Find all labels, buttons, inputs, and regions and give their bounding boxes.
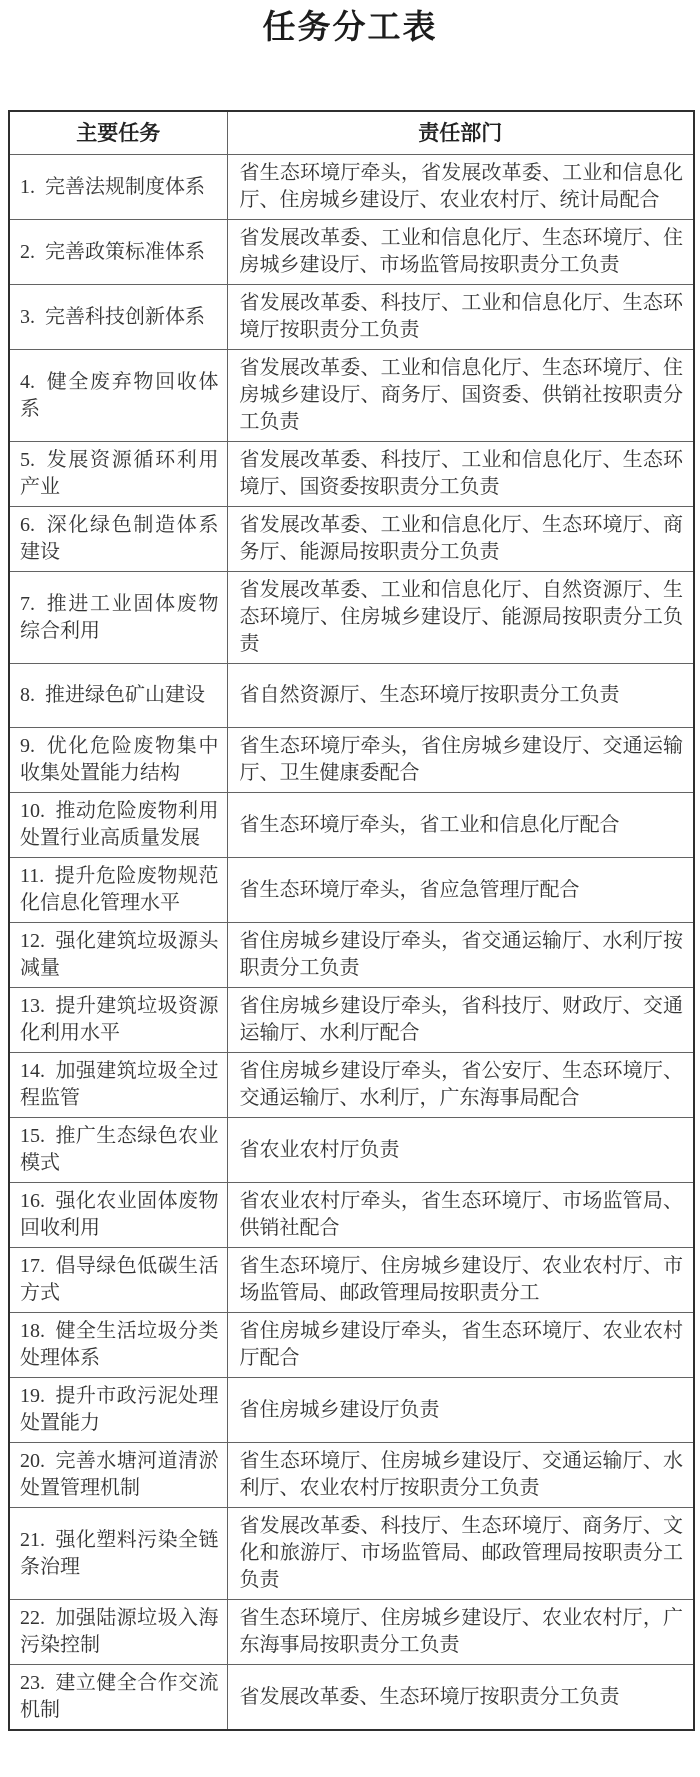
table-row bbox=[9, 1600, 694, 1665]
table-row bbox=[9, 572, 694, 664]
table-row bbox=[9, 728, 694, 793]
table-row bbox=[9, 1118, 694, 1183]
task-cell: 12. 强化建筑垃圾源头减量 bbox=[9, 923, 227, 988]
task-cell: 9. 优化危险废物集中收集处置能力结构 bbox=[9, 728, 227, 793]
task-cell: 5. 发展资源循环利用产业 bbox=[9, 442, 227, 507]
department-cell: 省生态环境厅牵头，省应急管理厅配合 bbox=[227, 858, 694, 923]
table-row bbox=[9, 988, 694, 1053]
department-cell: 省发展改革委、科技厅、工业和信息化厅、生态环境厅按职责分工负责 bbox=[227, 285, 694, 350]
task-cell: 17. 倡导绿色低碳生活方式 bbox=[9, 1248, 227, 1313]
table-row bbox=[9, 1443, 694, 1508]
task-cell: 13. 提升建筑垃圾资源化利用水平 bbox=[9, 988, 227, 1053]
task-cell: 11. 提升危险废物规范化信息化管理水平 bbox=[9, 858, 227, 923]
table-row bbox=[9, 285, 694, 350]
table-row bbox=[9, 442, 694, 507]
department-cell: 省发展改革委、工业和信息化厅、生态环境厅、住房城乡建设厅、商务厅、国资委、供销社按职责分工负责 bbox=[227, 350, 694, 442]
table-row bbox=[9, 1665, 694, 1731]
department-cell: 省生态环境厅牵头，省发展改革委、工业和信息化厅、住房城乡建设厅、农业农村厅、统计局配合 bbox=[227, 155, 694, 220]
task-cell: 22. 加强陆源垃圾入海污染控制 bbox=[9, 1600, 227, 1665]
task-cell: 21. 强化塑料污染全链条治理 bbox=[9, 1508, 227, 1600]
task-cell: 8. 推进绿色矿山建设 bbox=[9, 664, 227, 728]
table-row bbox=[9, 155, 694, 220]
department-cell: 省发展改革委、工业和信息化厅、生态环境厅、商务厅、能源局按职责分工负责 bbox=[227, 507, 694, 572]
table-row bbox=[9, 664, 694, 728]
department-cell: 省发展改革委、工业和信息化厅、生态环境厅、住房城乡建设厅、市场监管局按职责分工负责 bbox=[227, 220, 694, 285]
department-cell: 省自然资源厅、生态环境厅按职责分工负责 bbox=[227, 664, 694, 728]
department-cell: 省住房城乡建设厅牵头，省公安厅、生态环境厅、交通运输厅、水利厅，广东海事局配合 bbox=[227, 1053, 694, 1118]
task-cell: 4. 健全废弃物回收体系 bbox=[9, 350, 227, 442]
table-header-row bbox=[9, 111, 694, 155]
department-cell: 省住房城乡建设厅牵头，省科技厅、财政厅、交通运输厅、水利厅配合 bbox=[227, 988, 694, 1053]
department-cell: 省发展改革委、生态环境厅按职责分工负责 bbox=[227, 1665, 694, 1731]
column-header-responsible-departments: 责任部门 bbox=[227, 111, 694, 155]
department-cell: 省发展改革委、工业和信息化厅、自然资源厅、生态环境厅、住房城乡建设厅、能源局按职责分工负责 bbox=[227, 572, 694, 664]
department-cell: 省住房城乡建设厅负责 bbox=[227, 1378, 694, 1443]
page-title: 任务分工表 bbox=[262, 10, 438, 46]
document-page bbox=[0, 8, 700, 1777]
column-header-main-tasks: 主要任务 bbox=[9, 111, 227, 155]
table-row bbox=[9, 220, 694, 285]
department-cell: 省农业农村厅负责 bbox=[227, 1118, 694, 1183]
task-cell: 6. 深化绿色制造体系建设 bbox=[9, 507, 227, 572]
department-cell: 省住房城乡建设厅牵头，省交通运输厅、水利厅按职责分工负责 bbox=[227, 923, 694, 988]
table-row bbox=[9, 858, 694, 923]
table-row bbox=[9, 507, 694, 572]
task-cell: 7. 推进工业固体废物综合利用 bbox=[9, 572, 227, 664]
department-cell: 省住房城乡建设厅牵头，省生态环境厅、农业农村厅配合 bbox=[227, 1313, 694, 1378]
task-cell: 3. 完善科技创新体系 bbox=[9, 285, 227, 350]
table-row bbox=[9, 793, 694, 858]
task-assignment-table bbox=[8, 110, 695, 1731]
department-cell: 省农业农村厅牵头，省生态环境厅、市场监管局、供销社配合 bbox=[227, 1183, 694, 1248]
task-cell: 19. 提升市政污泥处理处置能力 bbox=[9, 1378, 227, 1443]
task-cell: 10. 推动危险废物利用处置行业高质量发展 bbox=[9, 793, 227, 858]
department-cell: 省生态环境厅、住房城乡建设厅、农业农村厅、市场监管局、邮政管理局按职责分工 bbox=[227, 1248, 694, 1313]
department-cell: 省生态环境厅、住房城乡建设厅、交通运输厅、水利厅、农业农村厅按职责分工负责 bbox=[227, 1443, 694, 1508]
task-cell: 18. 健全生活垃圾分类处理体系 bbox=[9, 1313, 227, 1378]
department-cell: 省发展改革委、科技厅、工业和信息化厅、生态环境厅、国资委按职责分工负责 bbox=[227, 442, 694, 507]
task-cell: 23. 建立健全合作交流机制 bbox=[9, 1665, 227, 1731]
department-cell: 省生态环境厅牵头，省工业和信息化厅配合 bbox=[227, 793, 694, 858]
table-row bbox=[9, 1053, 694, 1118]
task-cell: 16. 强化农业固体废物回收利用 bbox=[9, 1183, 227, 1248]
department-cell: 省生态环境厅、住房城乡建设厅、农业农村厅，广东海事局按职责分工负责 bbox=[227, 1600, 694, 1665]
table-row bbox=[9, 1313, 694, 1378]
table-row bbox=[9, 923, 694, 988]
department-cell: 省生态环境厅牵头，省住房城乡建设厅、交通运输厅、卫生健康委配合 bbox=[227, 728, 694, 793]
table-row bbox=[9, 1378, 694, 1443]
department-cell: 省发展改革委、科技厅、生态环境厅、商务厅、文化和旅游厅、市场监管局、邮政管理局按职责分工负责 bbox=[227, 1508, 694, 1600]
task-cell: 20. 完善水塘河道清淤处置管理机制 bbox=[9, 1443, 227, 1508]
table-row bbox=[9, 350, 694, 442]
table-row bbox=[9, 1248, 694, 1313]
task-cell: 1. 完善法规制度体系 bbox=[9, 155, 227, 220]
table-row bbox=[9, 1508, 694, 1600]
task-cell: 14. 加强建筑垃圾全过程监管 bbox=[9, 1053, 227, 1118]
table-row bbox=[9, 1183, 694, 1248]
task-cell: 15. 推广生态绿色农业模式 bbox=[9, 1118, 227, 1183]
task-cell: 2. 完善政策标准体系 bbox=[9, 220, 227, 285]
